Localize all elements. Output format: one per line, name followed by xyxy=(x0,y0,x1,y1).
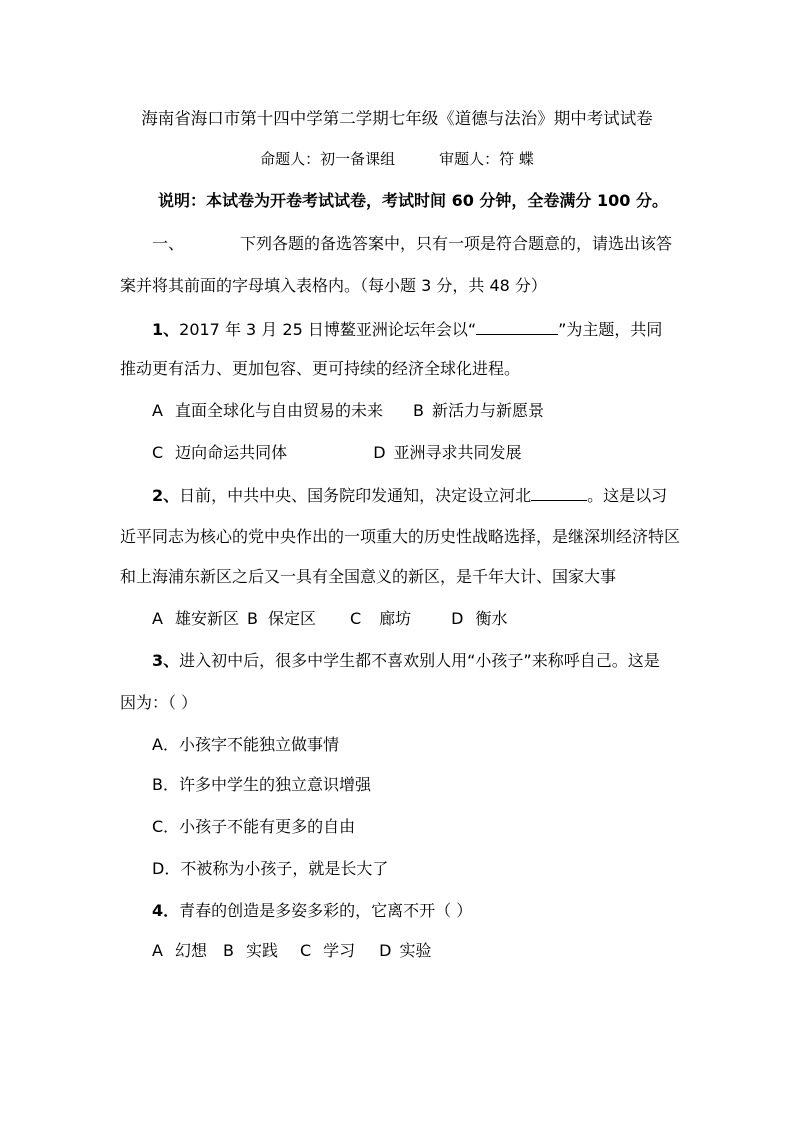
question-2-text-pre: 日前，中共中央、国务院印发通知，决定设立河北 xyxy=(179,486,532,505)
option-a-letter: A xyxy=(152,941,163,960)
question-3-option-a: A．小孩字不能独立做事情 xyxy=(152,735,339,754)
option-a-letter: A xyxy=(152,401,163,420)
authors-line xyxy=(0,148,794,170)
reviewer: 审题人：符 蝶 xyxy=(439,150,534,168)
question-4-text: 青春的创造是多姿多彩的，它离不开（ ） xyxy=(179,901,473,920)
option-c-text: 学习 xyxy=(323,941,356,960)
question-1-number: 1、 xyxy=(152,320,180,339)
question-4-line1 xyxy=(152,900,472,922)
question-2-line1 xyxy=(152,484,667,507)
question-1-line1 xyxy=(152,318,662,341)
option-d-letter: D xyxy=(451,609,464,628)
section-instructions-line2: 案并将其前面的字母填入表格内。（每小题 3 分，共 48 分） xyxy=(120,276,547,295)
question-1-line2: 推动更有活力、更加包容、更可持续的经济全球化进程。 xyxy=(120,359,521,378)
option-c-letter: C xyxy=(299,941,312,960)
question-3-text: 进入初中后，很多中学生都不喜欢别人用“小孩子”来称呼自己。这是 xyxy=(179,651,660,670)
option-c-letter: C xyxy=(349,609,362,628)
section-instructions-line1: 下列各题的备选答案中，只有一项是符合题意的，请选出该答 xyxy=(240,234,673,253)
option-b-text: 实践 xyxy=(245,941,278,960)
exam-instructions: 说明：本试卷为开卷考试试卷，考试时间 60 分钟，全卷满分 100 分。 xyxy=(158,191,668,210)
question-3-option-d: D．不被称为小孩子，就是长大了 xyxy=(152,859,389,878)
option-d-letter: D xyxy=(379,941,392,960)
option-a-text: 雄安新区 xyxy=(174,609,239,628)
question-3-line2: 因为：（ ） xyxy=(120,693,198,712)
question-3-line1 xyxy=(152,650,660,672)
option-b-text: 保定区 xyxy=(267,609,316,628)
option-a-letter: A xyxy=(152,609,163,628)
option-c-text: 迈向命运共同体 xyxy=(175,443,288,462)
question-2-options xyxy=(152,608,508,630)
question-3-option-b: B．许多中学生的独立意识增强 xyxy=(152,775,371,794)
question-4-options xyxy=(152,940,432,962)
question-4-number: 4． xyxy=(152,901,180,920)
option-b-text: 新活力与新愿景 xyxy=(431,401,544,420)
option-a-text: 直面全球化与自由贸易的未来 xyxy=(174,401,383,420)
option-b-letter: B xyxy=(246,609,258,628)
page-title: 海南省海口市第十四中学第二学期七年级《道德与法治》期中考试试卷 xyxy=(141,109,653,128)
question-1-options-cd xyxy=(152,442,522,464)
question-1-text-post: ”为主题，共同 xyxy=(558,320,663,339)
option-d-text: 衡水 xyxy=(475,609,508,628)
question-2-line3: 和上海浦东新区之后又一具有全国意义的新区，是千年大计、国家大事 xyxy=(120,567,617,586)
option-b-letter: B xyxy=(222,941,234,960)
option-c-text: 廊坊 xyxy=(379,609,412,628)
question-2-number: 2、 xyxy=(152,486,180,505)
option-b-letter: B xyxy=(412,401,424,420)
option-d-text: 亚洲寻求共同发展 xyxy=(393,443,522,462)
question-1-options-ab xyxy=(152,400,544,422)
question-2-line2: 近平同志为核心的党中央作出的一项重大的历史性战略选择，是继深圳经济特区 xyxy=(120,527,681,546)
section-number: 一、 xyxy=(152,234,185,253)
question-2-text-post: 。这是以习 xyxy=(587,486,668,505)
answer-blank xyxy=(531,484,587,501)
option-c-letter: C xyxy=(152,443,164,462)
setter: 命题人：初一备课组 xyxy=(260,150,396,168)
option-d-text: 实验 xyxy=(399,941,432,960)
answer-blank xyxy=(476,318,558,335)
question-3-option-c: C．小孩子不能有更多的自由 xyxy=(152,817,356,836)
option-a-text: 幻想 xyxy=(174,941,207,960)
option-d-letter: D xyxy=(373,443,386,462)
question-1-text-pre: 2017 年 3 月 25 日博鳌亚洲论坛年会以“ xyxy=(179,320,477,339)
question-3-number: 3、 xyxy=(152,651,180,670)
